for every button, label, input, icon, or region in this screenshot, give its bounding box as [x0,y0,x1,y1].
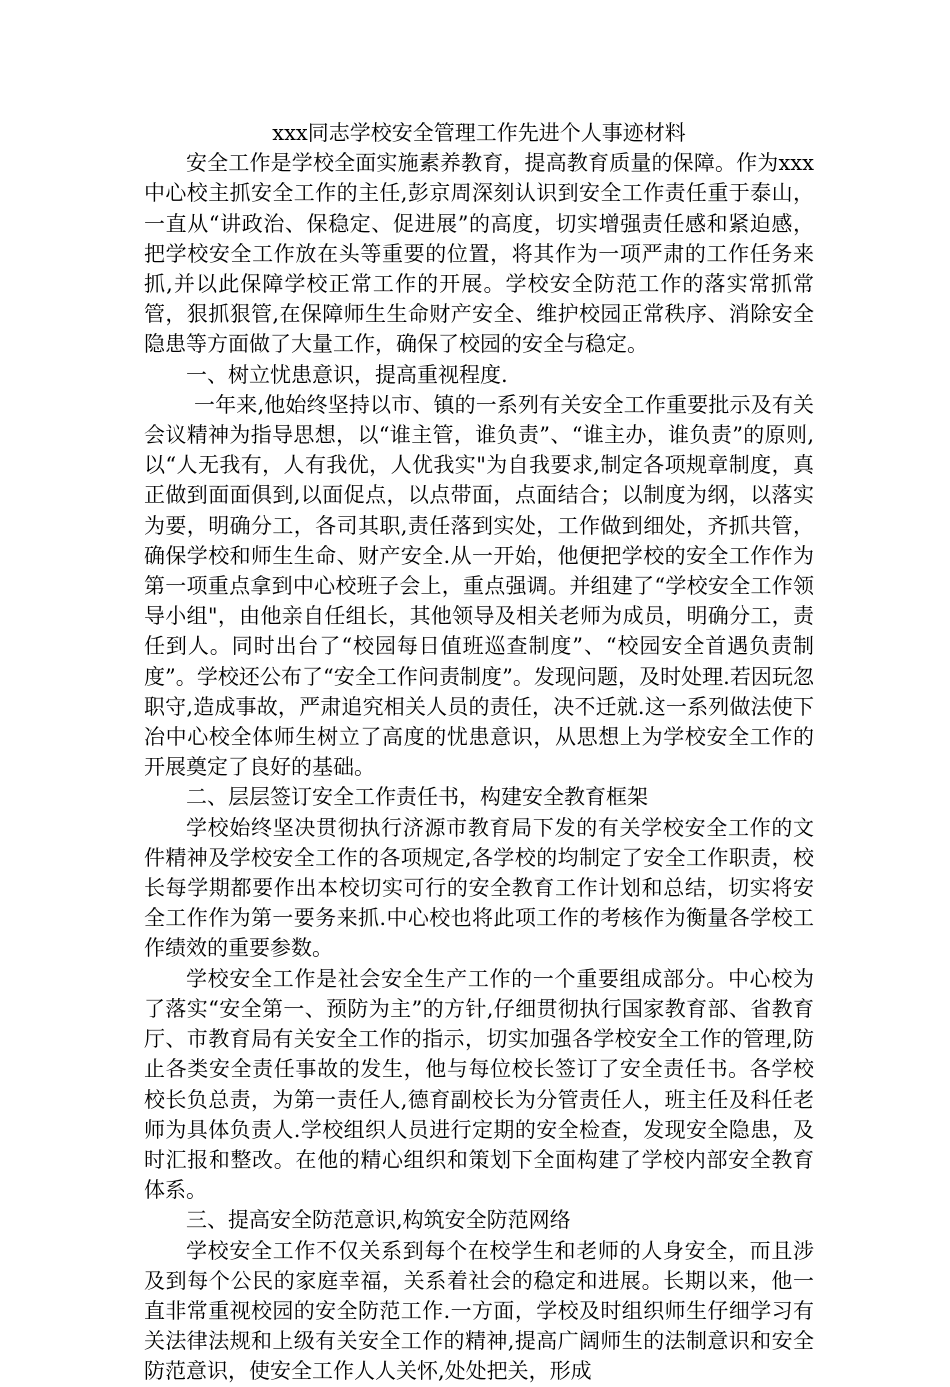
paragraph-section-2b: 学校安全工作是社会安全生产工作的一个重要组成部分。中心校为了落实“安全第一、预防为主”的方针,仔细贯彻执行国家教育部、省教育厅、市教育局有关安全工作的指示，切实加强各学校安全工作的管理,防止各类安全责任事故的发生，他与每位校长签订了安全责任书。各学校校长负总责，为第一责任人,德育副校长为分管责任人，班主任及科任老师为具体负责人.学校组织人员进行定期的安全检查，发现安全隐患，及时汇报和整改。在他的精心组织和策划下全面构建了学校内部安全教育体系。 [144,966,814,1203]
paragraph-section-2a: 学校始终坚决贯彻执行济源市教育局下发的有关学校安全工作的文件精神及学校安全工作的各项规定,各学校的均制定了安全工作职责，校长每学期都要作出本校切实可行的安全教育工作计划和总结，切实将安全工作作为第一要务来抓.中心校也将此项工作的考核作为衡量各学校工作绩效的重要参数。 [144,815,814,961]
paragraph-intro: 安全工作是学校全面实施素养教育，提高教育质量的保障。作为xxx中心校主抓安全工作的主任,彭京周深刻认识到安全工作责任重于泰山，一直从“讲政治、保稳定、促进展”的高度，切实增强责任感和紧迫感，把学校安全工作放在头等重要的位置，将其作为一项严肃的工作任务来抓,并以此保障学校正常工作的开展。学校安全防范工作的落实常抓常管，狠抓狠管,在保障师生生命财产安全、维护校园正常秩序、消除安全隐患等方面做了大量工作，确保了校园的安全与稳定。 [144,151,814,357]
section-heading-2: 二、层层签订安全工作责任书，构建安全教育框架 [186,785,648,810]
section-heading-3: 三、提高安全防范意识,构筑安全防范网络 [186,1208,571,1233]
paragraph-section-1: 一年来,他始终坚持以市、镇的一系列有关安全工作重要批示及有关会议精神为指导思想，以“谁主管，谁负责”、“谁主办，谁负责”的原则,以“人无我有，人有我优，人优我实"为自我要求,制定各项规章制度，真正做到面面俱到,以面促点，以点带面，点面结合；以制度为纲，以落实为要，明确分工，各司其职,责任落到实处，工作做到细处，齐抓共管，确保学校和师生生命、财产安全.从一开始，他便把学校的安全工作作为第一项重点拿到中心校班子会上，重点强调。并组建了“学校安全工作领导小组"，由他亲自任组长，其他领导及相关老师为成员，明确分工，责任到人。同时出台了“校园每日值班巡查制度”、“校园安全首遇负责制度”。学校还公布了“安全工作问责制度”。发现问题，及时处理.若因玩忽职守,造成事故，严肃追究相关人员的责任，决不迁就.这一系列做法使下冶中心校全体师生树立了高度的忧患意识，从思想上为学校安全工作的开展奠定了良好的基础。 [144,392,814,780]
paragraph-section-3: 学校安全工作不仅关系到每个在校学生和老师的人身安全，而且涉及到每个公民的家庭幸福，关系着社会的稳定和进展。长期以来，他一直非常重视校园的安全防范工作.一方面，学校及时组织师生仔细学习有关法律法规和上级有关安全工作的精神,提高广阔师生的法制意识和安全防范意识，使安全工作人人关怀,处处把关，形成 [144,1238,814,1384]
document-title: xxx同志学校安全管理工作先进个人事迹材料 [272,121,686,145]
section-heading-1: 一、树立忧患意识，提高重视程度. [186,362,508,387]
document-page [144,118,814,1387]
